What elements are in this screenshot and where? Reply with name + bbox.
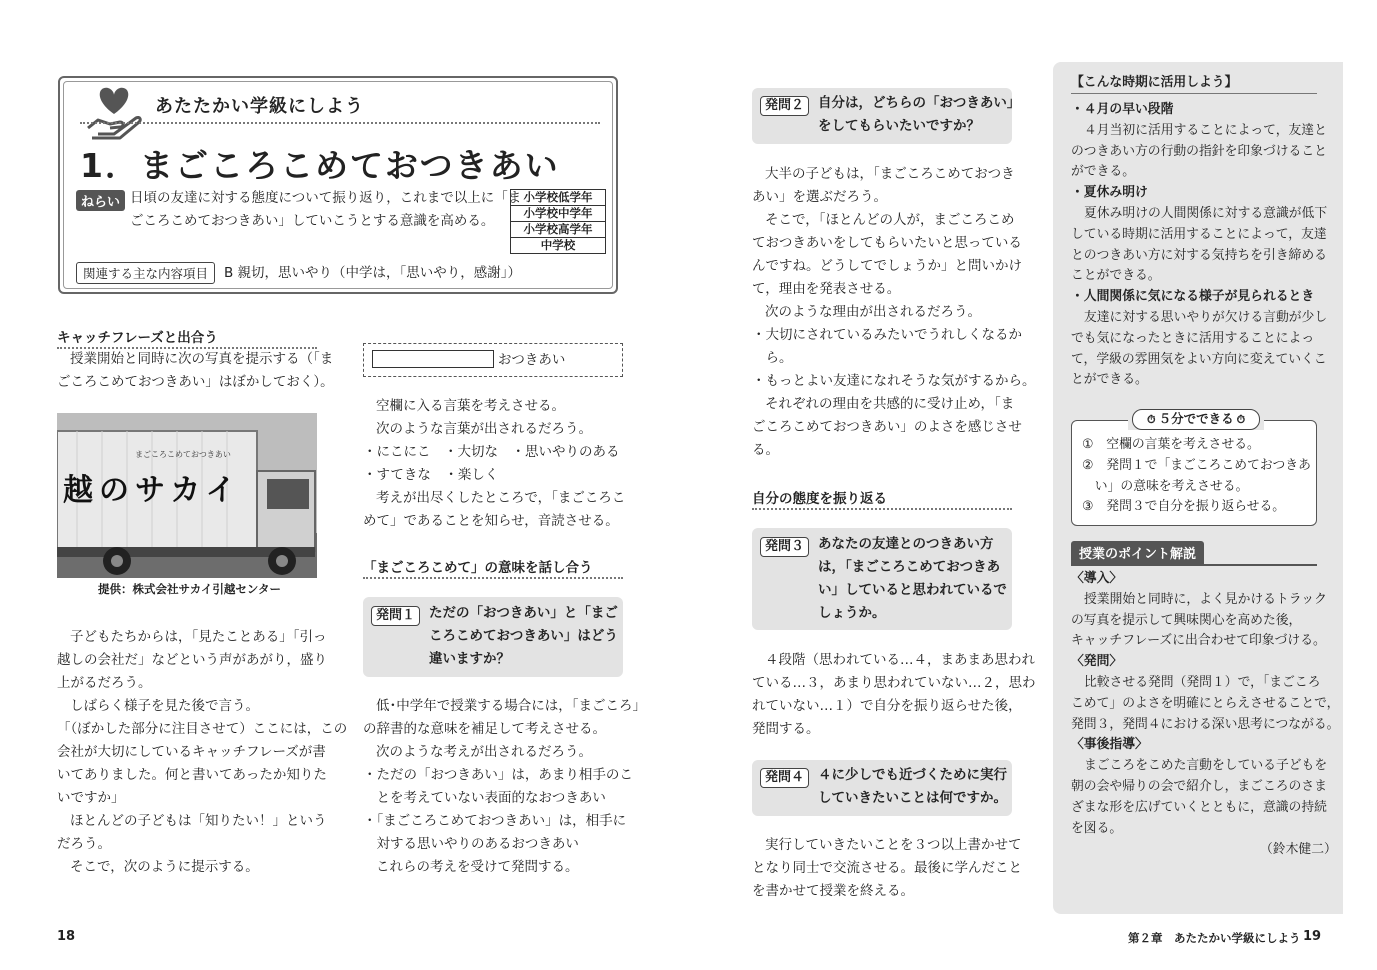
text-line: しばらく様子を見た後で言う。	[70, 698, 259, 714]
text-line: とができる。	[1071, 372, 1148, 388]
five-minute-list	[1082, 435, 1311, 518]
intro-text	[57, 348, 334, 394]
when-item-head: ・夏休み明け	[1071, 185, 1148, 201]
point-head: 〈事後指導〉	[1071, 737, 1148, 753]
text-line: ができる。	[1071, 164, 1135, 180]
text-line: ごころこめておつきあい」はぼかしておく）。	[57, 374, 334, 390]
level-table	[510, 189, 606, 254]
question-line: ただの「おつきあい」と「まご	[429, 605, 618, 621]
text-line: 子どもたちからは，「見たことある」「引っ	[70, 629, 327, 645]
text-line: 会社が大切にしているキャッチフレーズが書	[57, 744, 326, 760]
right-body-text	[752, 163, 1036, 462]
when-item-head: ・人間関係に気になる様子が見られるとき	[1071, 289, 1315, 305]
text-line: 次のような言葉が出されるだろう。	[376, 421, 592, 437]
text-line: て，理由を発表させる。	[752, 281, 901, 297]
text-line: ざまな形を広げていくとともに，意識の持続	[1071, 799, 1327, 815]
question-1-box	[363, 597, 623, 677]
when-item-head: ・４月の早い段階	[1071, 102, 1174, 117]
heading-catchphrase: キャッチフレーズと出合う	[57, 330, 218, 346]
five-minute-item: ③ 発問３で自分を振り返らせる。	[1082, 499, 1286, 515]
heading-meaning: 「まごころこめて」の意味を話し合う	[363, 560, 593, 576]
lesson-title: 1．まごころこめておつきあい	[80, 146, 560, 185]
text-line: 発問３，発問４における深い思考につながる。	[1071, 716, 1340, 732]
text-line: 実行していきたいことを３つ以上書かせて	[765, 837, 1022, 853]
text-line: れていない…１）で自分を振り返らせた後，	[752, 698, 1022, 714]
question-3-box	[752, 528, 1012, 630]
text-line: だろう。	[57, 836, 111, 852]
aim-label: ねらい	[76, 190, 125, 211]
point-rule	[1071, 564, 1317, 566]
question-line: ４に少しでも近づくために実行	[818, 767, 1007, 783]
question-4-label: 発問４	[760, 768, 809, 788]
level-cell: 中学校	[511, 238, 606, 254]
point-heading	[1071, 541, 1317, 566]
question-1-label: 発問１	[371, 606, 420, 626]
stopwatch-icon: ⏱	[1147, 413, 1156, 426]
question-line: あなたの友達とのつきあい方	[818, 536, 994, 552]
text-line: いですか」	[57, 790, 125, 806]
text-line: ４段階（思われている…４，まあまあ思われ	[765, 652, 1035, 668]
right-body-text-2	[752, 649, 1036, 741]
question-4-text	[818, 764, 1007, 810]
question-line: しょうか。	[818, 605, 886, 621]
when-rule	[1071, 93, 1317, 94]
truck-logo-text: 越のサカイ	[63, 473, 242, 508]
text-line: 越しの会社だ」などという声があがり，盛り	[57, 652, 327, 668]
five-minute-label: ５分でできる	[1158, 411, 1234, 426]
text-line: ほとんどの子どもは「知りたい！」という	[70, 813, 327, 829]
text-line: ・大切にされているみたいでうれしくなるか	[752, 327, 1022, 343]
text-line: ４月当初に活用することによって，友達と	[1084, 122, 1327, 138]
text-line: 朝の会や帰りの会で紹介し，まごころのさま	[1071, 778, 1327, 794]
text-line: 授業開始と同時に次の写真を提示する（「ま	[70, 351, 334, 367]
text-line: ・すてきな ・楽しく	[363, 467, 499, 483]
point-head: 〈導入〉	[1071, 571, 1123, 586]
text-line: 「（ぼかした部分に注目させて）ここには，この	[57, 721, 348, 737]
question-line: 自分は，どちらの「おつきあい」	[818, 95, 1021, 111]
title-box	[58, 76, 618, 294]
blank-field	[372, 350, 494, 368]
text-line: 友達に対する思いやりが欠ける言動が少し	[1084, 309, 1328, 325]
text-line: でも気になったときに活用することによっ	[1071, 330, 1315, 346]
text-line: ごころこめておつきあい」のよさを感じさせ	[752, 419, 1022, 435]
five-minute-pill	[1132, 409, 1260, 430]
aim-line: 日頃の友達に対する態度について振り返り，これまで以上に「ま	[130, 190, 522, 206]
point-heading-label: 授業のポイント解説	[1071, 541, 1204, 564]
text-line: 空欄に入る言葉を考えさせる。	[376, 398, 565, 414]
dotted-divider	[80, 122, 600, 124]
text-line: 比較させる発問（発問１）で，「まごころ	[1084, 674, 1321, 690]
text-line: ている…３，あまり思われていない…２，思わ	[752, 675, 1036, 691]
col2-body-text	[363, 395, 625, 533]
text-line: キャッチフレーズに出合わせて印象づける。	[1071, 633, 1326, 649]
five-minute-item: ① 空欄の言葉を考えさせる。	[1082, 437, 1260, 452]
text-line: 考えが出尽くしたところで，「まごころこ	[376, 490, 626, 506]
when-list	[1071, 100, 1327, 391]
blank-word: おつきあい	[498, 352, 566, 368]
text-line: 上がるだろう。	[57, 675, 152, 691]
text-line: を図る。	[1071, 820, 1123, 836]
stopwatch-icon: ⏱	[1236, 413, 1246, 426]
question-line: い」していると思われているで	[818, 582, 1007, 598]
text-line: て，学級の雰囲気をよい方向に変えていくこ	[1071, 351, 1327, 367]
author: （鈴木健二）	[1260, 842, 1337, 857]
text-line: ・ただの「おつきあい」は，あまり相手のこ	[363, 767, 633, 783]
text-line: ら。	[752, 350, 793, 366]
question-line: ころこめておつきあい」はどう	[429, 628, 618, 644]
question-2-text	[818, 92, 1020, 138]
text-line: している時期に活用することによって，友達	[1071, 226, 1327, 242]
question-2-label: 発問２	[760, 96, 809, 116]
point-list	[1071, 569, 1339, 839]
text-line: そこで，「ほとんどの人が，まごころこめ	[765, 212, 1015, 228]
five-minute-item: い」の意味を考えさせる。	[1082, 478, 1249, 494]
series-title: あたたかい学級にしよう	[155, 96, 364, 117]
level-cell: 小学校中学年	[511, 206, 606, 222]
text-line: 次のような理由が出されるだろう。	[765, 304, 981, 320]
question-line: 違いますか？	[429, 651, 510, 667]
left-body-text	[57, 626, 347, 879]
text-line: ・「まごころこめておつきあい」は，相手に	[363, 813, 627, 829]
five-minute-box	[1071, 420, 1317, 526]
page-number-left: 18	[57, 929, 76, 944]
text-line: 対する思いやりのあるおつきあい	[363, 836, 579, 852]
text-line: とのつきあい方に対する気持ちを引き締める	[1071, 247, 1327, 263]
text-line: それぞれの理由を共感的に受け止め，「ま	[765, 396, 1015, 412]
question-2-box	[752, 88, 1021, 144]
col2-body-text-2	[363, 695, 646, 879]
level-cell: 小学校高学年	[511, 222, 606, 238]
text-line: る。	[752, 442, 779, 458]
text-line: あい」を選ぶだろう。	[752, 189, 887, 205]
question-line: をしてもらいたいですか？	[818, 118, 980, 134]
related-label: 関連する主な内容項目	[76, 262, 215, 284]
photo-caption: 提供：株式会社サカイ引越センター	[98, 582, 281, 596]
chapter-footer: 第２章 あたたかい学級にしよう	[1128, 931, 1301, 945]
heading-rule	[752, 508, 1012, 510]
heading-rule	[363, 577, 623, 579]
level-cell: 小学校低学年	[511, 190, 606, 206]
question-3-label: 発問３	[760, 537, 809, 557]
text-line: の辞書的な意味を補足して考えさせる。	[363, 721, 606, 737]
heart-hand-icon	[84, 84, 144, 140]
related-text: B 親切，思いやり（中学は，「思いやり，感謝」）	[224, 265, 522, 281]
truck-photo	[57, 413, 317, 578]
text-line: 次のような考えが出されるだろう。	[376, 744, 592, 760]
aim-text	[130, 187, 521, 233]
text-line: まごころをこめた言動をしている子どもを	[1084, 758, 1328, 774]
text-line: のつきあい方の行動の指針を印象づけること	[1071, 143, 1327, 159]
text-line: めて」であることを知らせ，音読させる。	[363, 513, 619, 529]
point-head: 〈発問〉	[1071, 654, 1123, 670]
page-number-right: 19	[1303, 929, 1322, 944]
text-line: こめて」のよさを明確にとらえさせることで，	[1071, 695, 1340, 711]
text-line: ・にこにこ ・大切な ・思いやりのある	[363, 444, 620, 460]
question-1-text	[429, 602, 618, 671]
aim-line: ごころこめておつきあい」していこうとする意識を高める。	[130, 213, 495, 229]
text-line: 発問する。	[752, 721, 820, 737]
text-line: ておつきあいをしてもらいたいと思っている	[752, 235, 1022, 251]
text-line: 低･中学年で授業する場合には，「まごころ」	[376, 698, 646, 714]
text-line: これらの考えを受けて発問する。	[376, 859, 579, 875]
truck-small-text: まごころこめておつきあい	[135, 450, 231, 459]
when-heading: 【こんな時期に活用しよう】	[1071, 75, 1238, 90]
text-line: ・もっとよい友達になれそうな気がするから。	[752, 373, 1036, 389]
text-line: そこで，次のように提示する。	[70, 859, 259, 875]
text-line: 授業開始と同時に，よく見かけるトラック	[1084, 591, 1327, 607]
five-minute-item: ② 発問１で「まごころこめておつきあ	[1082, 457, 1311, 473]
right-body-text-3	[752, 834, 1022, 903]
text-line: 夏休み明けの人間関係に対する意識が低下	[1084, 205, 1328, 221]
five-minute-title	[1128, 408, 1264, 430]
heading-reflect: 自分の態度を振り返る	[752, 491, 887, 507]
question-line: していきたいことは何ですか。	[818, 790, 1007, 806]
text-line: を書かせて授業を終える。	[752, 883, 914, 899]
text-line: いてありました。何と書いてあったか知りた	[57, 767, 327, 783]
text-line: とを考えていない表面的なおつきあい	[363, 790, 606, 806]
blank-phrase-box	[363, 343, 623, 377]
text-line: ことができる。	[1071, 268, 1161, 284]
question-4-box	[752, 760, 1012, 816]
question-line: は，「まごころこめておつきあ	[818, 559, 1001, 575]
text-line: 大半の子どもは，「まごころこめておつき	[765, 166, 1015, 182]
text-line: となり同士で交流させる。最後に学んだこと	[752, 860, 1022, 876]
question-3-text	[818, 533, 1007, 625]
text-line: んですね。どうしてでしょうか」と問いかけ	[752, 258, 1022, 274]
text-line: の写真を提示して興味関心を高めた後，	[1071, 612, 1302, 628]
